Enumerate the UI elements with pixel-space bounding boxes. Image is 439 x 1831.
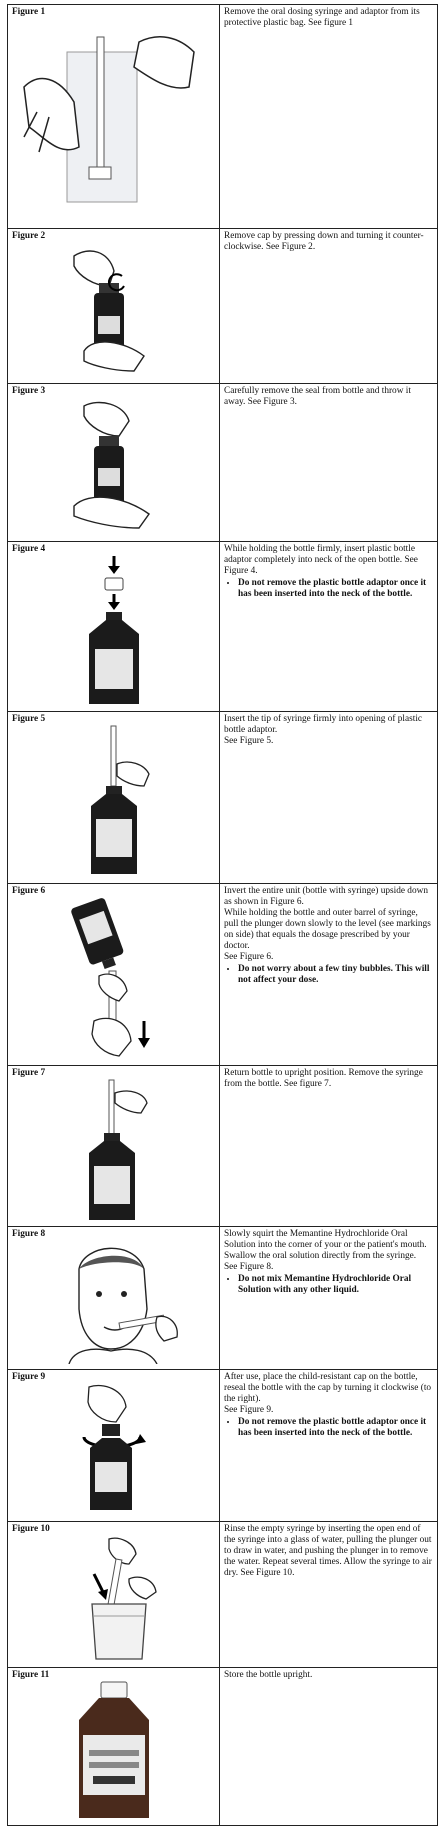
figure-label: Figure 5 [12,714,46,724]
warning-list [224,964,433,986]
instruction-text: Carefully remove the seal from bottle and throw it away. See Figure 3. [224,386,411,407]
instruction-cell [220,884,438,1066]
instruction-cell [220,1522,438,1668]
instructions-table [7,4,438,1826]
upright-bottle-illustration [59,1680,169,1820]
recap-bottle-illustration [54,1382,174,1517]
figure-label: Figure 11 [12,1670,50,1680]
syringe-bag-illustration [19,17,209,207]
warning-list [224,1417,433,1439]
remove-syringe-illustration [59,1078,169,1223]
instruction-cell [220,5,438,229]
figure-label: Figure 8 [12,1229,46,1239]
instruction-cell [220,1370,438,1522]
instruction-cell [220,1227,438,1370]
figure-cell [8,542,220,712]
warning-note: • Do not remove the plastic bottle adaptor once it has been inserted into the neck of the bottle. [238,578,433,600]
figure-label: Figure 9 [12,1372,46,1382]
step-row [8,884,438,1066]
instruction-cell [220,712,438,884]
instruction-text: Insert the tip of syringe firmly into opening of plastic bottle adaptor. See Figure 5. [224,714,423,746]
step-row [8,1668,438,1826]
figure-label: Figure 2 [12,231,46,241]
figure-cell [8,1066,220,1227]
instruction-cell [220,384,438,542]
warning-note: • Do not remove the plastic bottle adaptor once it has been inserted into the neck of the bottle. [238,1417,433,1439]
adaptor-insert-illustration [59,554,169,706]
figure-cell [8,884,220,1066]
instruction-cell [220,1066,438,1227]
step-row [8,5,438,229]
invert-bottle-illustration [59,896,169,1061]
instruction-text: While holding the bottle firmly, insert plastic bottle adaptor completely into neck of the open bottle. See Figure 4. [224,544,418,576]
step-row [8,384,438,542]
instruction-text: Invert the entire unit (bottle with syringe) upside down as shown in Figure 6. While holding the bottle and outer barrel of syringe, pull the plunger down slowly to the level (see markings on side) that equals the dosage prescribed by your doctor. See Figure 6. [224,886,431,962]
figure-label: Figure 7 [12,1068,46,1078]
instruction-text: Slowly squirt the Memantine Hydrochloride Oral Solution into the corner of your or the patient's mouth. Swallow the oral solution directly from the syringe. See Figure 8. [224,1229,427,1272]
instruction-cell [220,542,438,712]
figure-cell [8,1668,220,1826]
instruction-text: After use, place the child-resistant cap on the bottle, reseal the bottle with the cap by turning it clockwise (to the right). See Figure 9. [224,1372,432,1415]
instruction-text: Store the bottle upright. [224,1670,313,1680]
step-row [8,712,438,884]
warning-list [224,578,433,600]
step-row [8,1227,438,1370]
step-row [8,1522,438,1668]
figure-label: Figure 6 [12,886,46,896]
instruction-cell [220,1668,438,1826]
step-row [8,1066,438,1227]
cap-removal-illustration [54,241,174,376]
figure-cell [8,712,220,884]
figure-label: Figure 4 [12,544,46,554]
figure-cell [8,229,220,384]
rinse-syringe-illustration [54,1534,174,1662]
figure-cell [8,5,220,229]
instruction-text: Rinse the empty syringe by inserting the open end of the syringe into a glass of water, pulling the plunger out to draw in water, and pushing the plunger in to remove the water. Repeat several times. Allow the syringe to air dry. See Figure 10. [224,1524,432,1578]
instruction-text: Remove the oral dosing syringe and adaptor from its protective plastic bag. See figure 1 [224,7,420,28]
step-row [8,229,438,384]
figure-label: Figure 10 [12,1524,50,1534]
warning-note: • Do not worry about a few tiny bubbles. This will not affect your dose. [238,964,433,986]
figure-cell [8,1370,220,1522]
instruction-text: Remove cap by pressing down and turning it counter-clockwise. See Figure 2. [224,231,424,252]
syringe-insert-illustration [59,724,169,879]
figure-label: Figure 1 [12,7,46,17]
figure-cell [8,1522,220,1668]
figure-cell [8,1227,220,1370]
figure-cell [8,384,220,542]
instruction-cell [220,229,438,384]
instruction-text: Return bottle to upright position. Remove the syringe from the bottle. See figure 7. [224,1068,423,1089]
step-row [8,542,438,712]
patient-dosing-illustration [39,1239,189,1364]
warning-list [224,1274,433,1296]
step-row [8,1370,438,1522]
figure-label: Figure 3 [12,386,46,396]
seal-removal-illustration [54,396,174,531]
warning-note: • Do not mix Memantine Hydrochloride Oral Solution with any other liquid. [238,1274,433,1296]
